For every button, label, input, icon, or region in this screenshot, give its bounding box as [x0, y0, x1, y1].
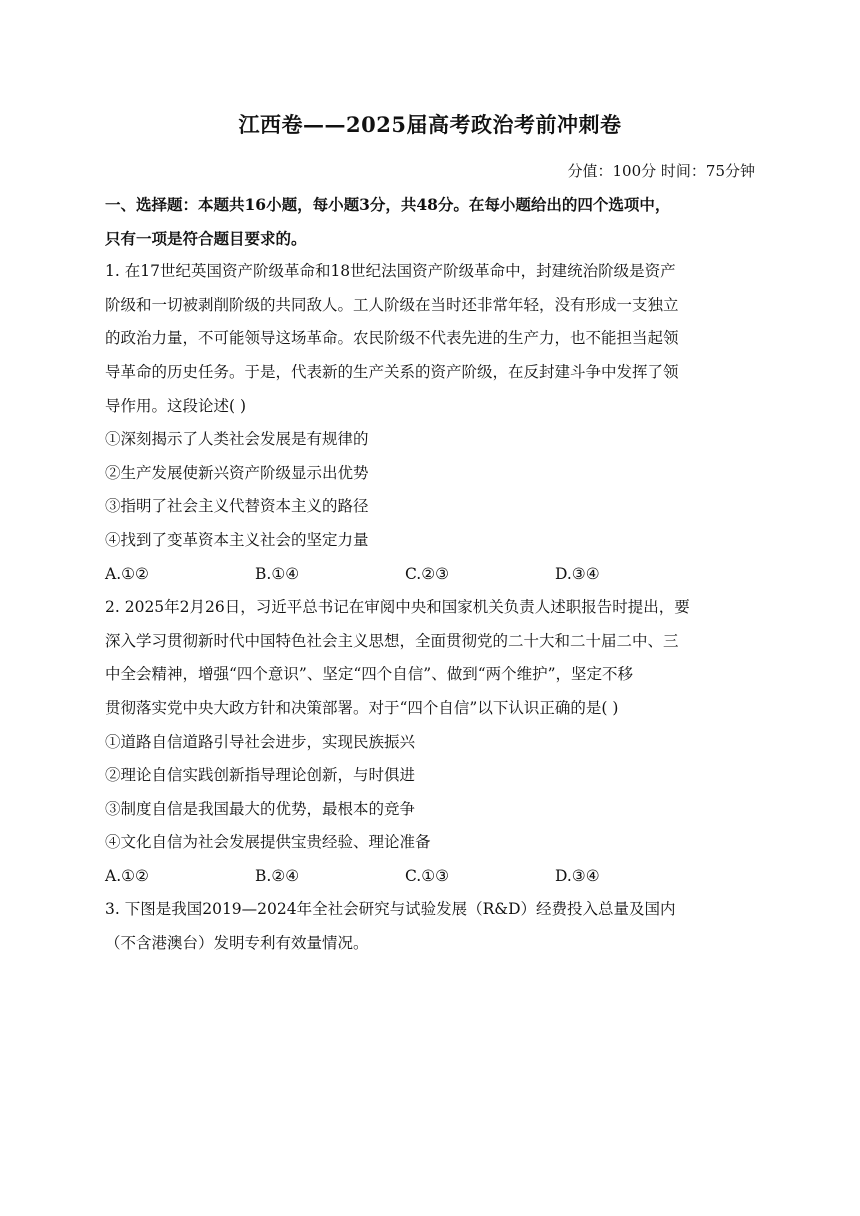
question-stem-line: 深入学习贯彻新时代中国特色社会主义思想，全面贯彻党的二十大和二十届二中、三 [105, 631, 679, 650]
statement: ③制度自信是我国最大的优势，最根本的竞争 [105, 799, 416, 818]
statement: ②理论自信实践创新指导理论创新，与时俱进 [105, 766, 416, 785]
question-stem-line: 导作用。这段论述( ) [105, 396, 247, 415]
question-stem-line: 中全会精神，增强“四个意识”、坚定“四个自信”、做到“两个维护”，坚定不移 [105, 665, 634, 684]
question-stem-line: 贯彻落实党中央大政方针和决策部署。对于“四个自信”以下认识正确的是( ) [105, 698, 619, 717]
question-stem-line: （不含港澳台）发明专利有效量情况。 [105, 934, 369, 953]
option-a: A.①② [105, 866, 149, 885]
question-2 [105, 591, 755, 893]
statement: ②生产发展使新兴资产阶级显示出优势 [105, 463, 369, 482]
statement: ①道路自信道路引导社会进步，实现民族振兴 [105, 732, 416, 751]
score-time-info: 分值：100分 时间：75分钟 [567, 162, 755, 180]
question-stem-line: 的政治力量，不可能领导这场革命。农民阶级不代表先进的生产力，也不能担当起领 [105, 329, 679, 348]
option-a: A.①② [105, 564, 149, 583]
statement: ④文化自信为社会发展提供宝贵经验、理论准备 [105, 833, 431, 852]
question-1 [105, 255, 755, 591]
question-3 [105, 893, 755, 960]
question-stem-line: 导革命的历史任务。于是，代表新的生产关系的资产阶级，在反封建斗争中发挥了领 [105, 362, 679, 381]
option-c: C.②③ [405, 564, 450, 583]
section-header-line: 只有一项是符合题目要求的。 [105, 228, 307, 248]
question-stem-line: 3. 下图是我国2019—2024年全社会研究与试验发展（R&D）经费投入总量及国内 [105, 900, 676, 919]
exam-content [105, 188, 755, 961]
option-c: C.①③ [405, 866, 450, 885]
exam-title: 江西卷——2025届高考政治考前冲刺卷 [238, 112, 622, 137]
question-stem-line: 1. 在17世纪英国资产阶级革命和18世纪法国资产阶级革命中，封建统治阶级是资产 [105, 262, 676, 281]
statement: ①深刻揭示了人类社会发展是有规律的 [105, 430, 369, 449]
answer-options [105, 558, 755, 592]
question-stem-line: 2. 2025年2月26日，习近平总书记在审阅中央和国家机关负责人述职报告时提出，要 [105, 598, 690, 617]
option-b: B.①④ [255, 564, 300, 583]
section-header-line: 一、选择题：本题共16小题，每小题3分，共48分。在每小题给出的四个选项中， [105, 195, 671, 214]
statement: ④找到了变革资本主义社会的坚定力量 [105, 530, 369, 549]
statement: ③指明了社会主义代替资本主义的路径 [105, 497, 369, 516]
option-b: B.②④ [255, 866, 300, 885]
answer-options [105, 860, 755, 894]
option-d: D.③④ [555, 564, 600, 583]
option-d: D.③④ [555, 866, 600, 885]
question-stem-line: 阶级和一切被剥削阶级的共同敌人。工人阶级在当时还非常年轻，没有形成一支独立 [105, 295, 679, 314]
